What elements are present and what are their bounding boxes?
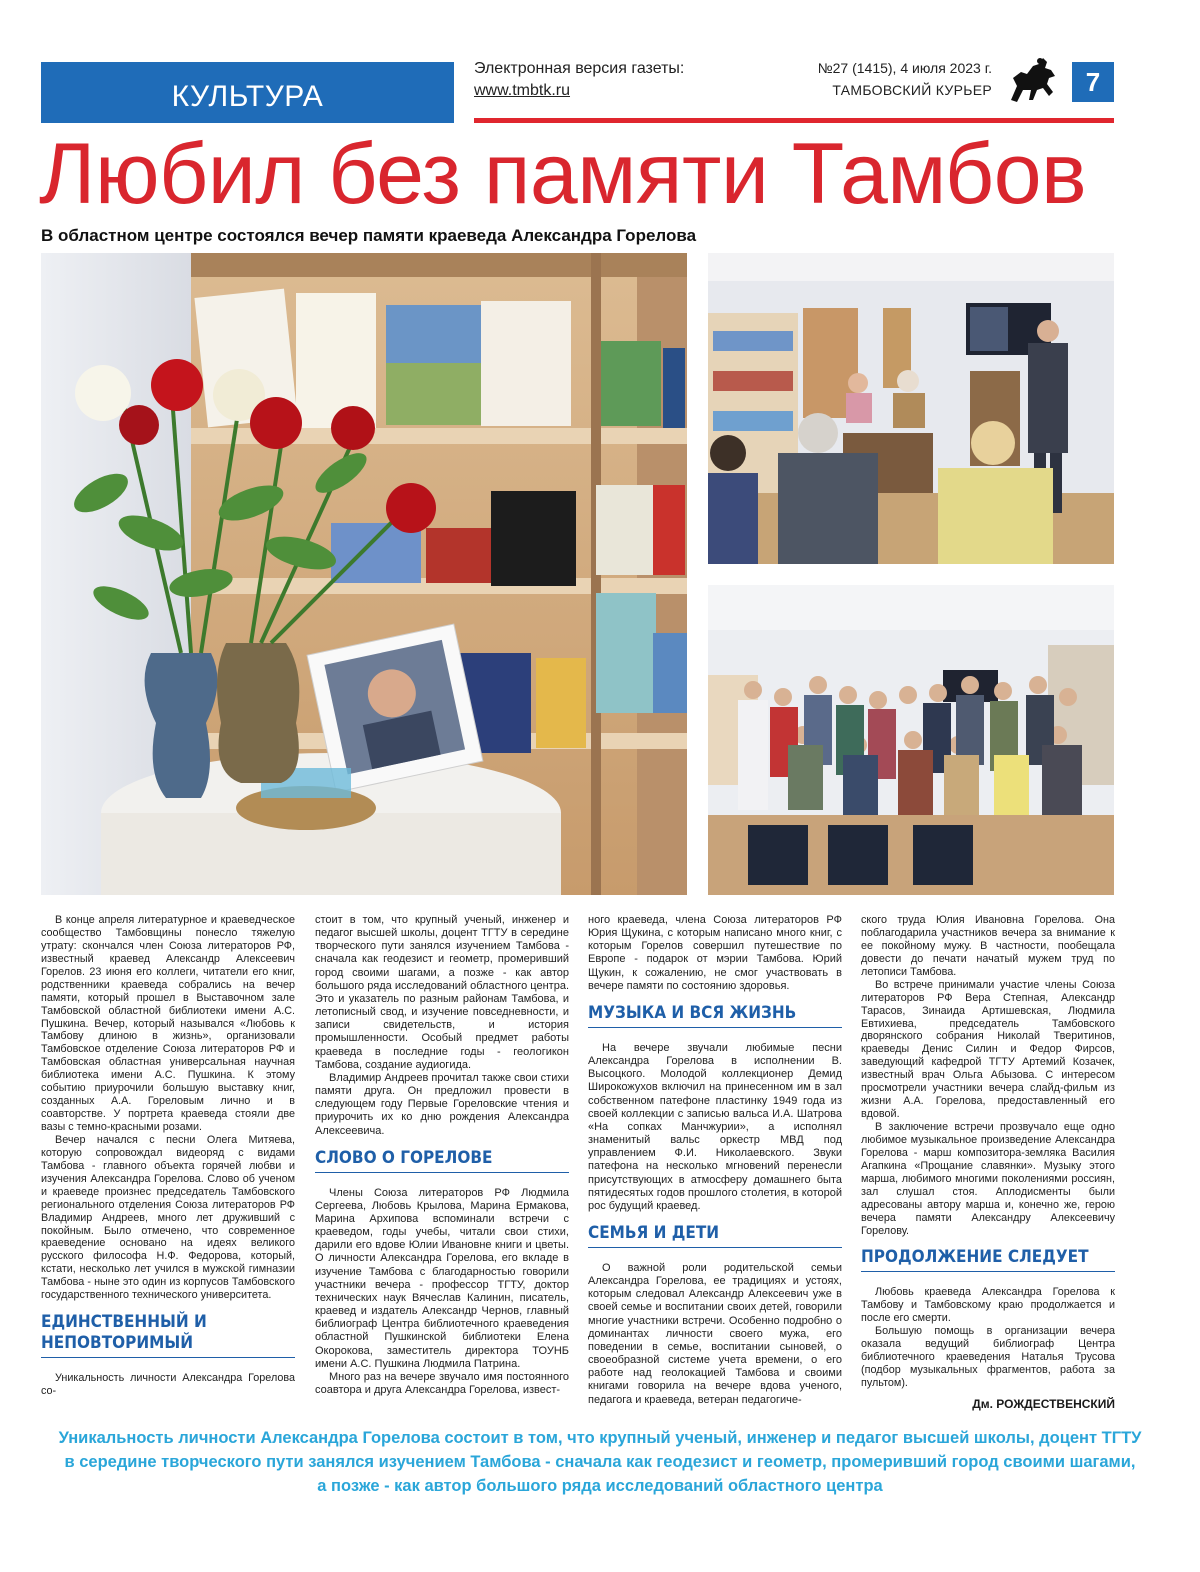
page-number-badge: 7 bbox=[1072, 62, 1114, 102]
bookshelf-with-portrait-and-roses-photo bbox=[41, 253, 687, 895]
article-paragraph: Владимир Андреев прочитал также свои стихи памяти друга. Он предложил провести в следующем году Первые Гореловские чтения и приурочить их ко дню рождения Александра Алексеевича. bbox=[315, 1071, 569, 1137]
horse-rider-logo-icon bbox=[1003, 56, 1063, 106]
article-paragraph: В конце апреля литературное и краеведческое сообщество Тамбовщины понесло тяжелую утрату: скончался член Союза литераторов РФ, известный краевед Александр Алексеевич Горелов. 23 июня его коллеги, читатели его книг, родственники краеведа собрались на вечер памяти, который прошел в Выставочном зале Тамбовской областной библиотеки имени А.С. Пушкина. Вечер, который назывался «Любовь к Тамбову длиною в жизнь», организовали Тамбовское отделение Союза литераторов РФ и Тамбовская областная универсальная научная библиотека имени А.С. Пушкина. К этому событию приурочили большую выставку книг, созданных А.А. Гореловым лично и в соавторстве. У портрета краеведа стояли две вазы с темно-красными розами. bbox=[41, 914, 295, 1133]
article-paragraph: В заключение встречи прозвучало еще одно любимое музыкальное произведение Александра Горелова - марш композитора-земляка Василия Агапкина «Прощание славянки». Музыку этого марша, любимого многими поколениями россиян, зал слушал стоя. Аплодисменты были адресованы автору марша и, конечно же, герою вечера памяти Александру Алексеевичу Горелову. bbox=[861, 1121, 1115, 1237]
article-column-4 bbox=[861, 914, 1115, 1390]
article-paragraph: ного краеведа, члена Союза литераторов РФ Юрия Щукина, с которым написано много книг, с которым Горелов совершил путешествие по Европе - подарок от мэрии Тамбова. Юрий Щукин, к сожалению, не смог участвовать в вечере памяти по состоянию здоровья. bbox=[588, 914, 842, 992]
article-subheadline: В областном центре состоялся вечер памяти краеведа Александра Горелова bbox=[41, 226, 697, 245]
article-paragraph: Большую помощь в организации вечера оказала ведущий библиограф Центра библиотечного краеведения Наталья Трусова (подбор музыкальных фрагментов, работа за пультом). bbox=[861, 1325, 1115, 1389]
section-heading: ЕДИНСТВЕННЫЙ И НЕПОВТОРИМЫЙ bbox=[41, 1312, 295, 1358]
section-bar bbox=[41, 62, 454, 123]
article-paragraph: Много раз на вечере звучало имя постоянного соавтора и друга Александра Горелова, извест- bbox=[315, 1370, 569, 1396]
article-paragraph: Уникальность личности Александра Горелова со- bbox=[41, 1372, 295, 1398]
section-title: КУЛЬТУРА bbox=[171, 80, 324, 113]
article-paragraph: ского труда Юлия Ивановна Горелова. Она поблагодарила участников вечера за внимание к ее покойному мужу. В частности, пообещала довести до печати начатый мужем труд по летописи Тамбова. bbox=[861, 914, 1115, 978]
section-heading: СЕМЬЯ И ДЕТИ bbox=[588, 1223, 842, 1248]
section-heading: СЛОВО О ГОРЕЛОВЕ bbox=[315, 1148, 569, 1173]
issue-info: №27 (1415), 4 июля 2023 г. bbox=[817, 60, 992, 76]
section-heading: МУЗЫКА И ВСЯ ЖИЗНЬ bbox=[588, 1003, 842, 1028]
article-paragraph: Любовь краеведа Александра Горелова к Тамбову и Тамбовскому краю продолжается и после его смерти. bbox=[861, 1286, 1115, 1325]
article-paragraph: Члены Союза литераторов РФ Людмила Сергеева, Любовь Крылова, Марина Ермакова, Марина Архипова вспоминали встречи с краеведом, годы учебы, читали свои стихи, дарили его вдове Юлии Ивановне книги и цветы. О личности Александра Горелова, его вкладе в изучение Тамбова с благодарностью говорили участники вечера - профессор ТГТУ, доктор технических наук Вячеслав Калинин, писатель, краевед и издатель Александр Чернов, главный библиограф Центра библиотечного краеведения областной Пушкинской библиотеки Елена Окорокова, заместитель директора ТОУНБ имени А.С. Пушкина Людмила Патрина. bbox=[315, 1186, 569, 1370]
article-paragraph: Во встрече принимали участие члены Союза литераторов РФ Вера Степная, Александр Тарасов, Зинаида Артишевская, Людмила Евтихиева, председатель Тамбовского дворянского собрания Николай Тверитинов, краеведы Денис Силин и Федор Фирсов, заведующий кафедрой ТГТУ Артемий Козачек, известный врач Ольга Абызова. С интересом просмотрели участники вечера слайд-фильм из жизни А.А. Горелова, предоставленный его вдовой. bbox=[861, 978, 1115, 1121]
article-paragraph: О важной роли родительской семьи Александра Горелова, ее традициях и устоях, которым следовал Александр Алексеевич уже в своей семье и воспитании своих детей, говорили многие участники встречи. Особенно подробно о доминантах личности своего мужа, его поведении в семье, воспитании сыновей, о своеобразной системе учета времени, о его работе над геолокацией Тамбова и своими книгами говорила на вечере вдова ученого, педагога и краеведа, ветеран педагогиче- bbox=[588, 1261, 842, 1406]
speaker-at-lectern-audience-photo bbox=[708, 253, 1114, 564]
group-photo-participants bbox=[708, 585, 1114, 895]
article-author: Дм. РОЖДЕСТВЕНСКИЙ bbox=[972, 1397, 1115, 1411]
pull-quote-line: Уникальность личности Александра Горелова состоит в том, что крупный ученый, инженер и педагог высшей школы, доцент ТГТУ bbox=[58, 1429, 1142, 1447]
article-paragraph: На вечере звучали любимые песни Александра Горелова в исполнении В. Высоцкого. Молодой коллекционер Демид Широкожухов включил на принесенном им в зал собственном патефоне пластинку 1949 года из своей коллекции с записью вальса И.А. Шатрова «На сопках Манчжурии», а исполнял знаменитый вальс оркестр МВД под управлением Ф.И. Николаевского. Звуки патефона на несколько мгновений перенесли присутствующих в атмосферу домашнего быта пятидесятых годов прошлого столетия, в которой рос будущий краевед. bbox=[588, 1041, 842, 1212]
pull-quote bbox=[30, 1426, 1170, 1498]
article-paragraph: Вечер начался с песни Олега Митяева, которую сопровождал видеоряд с видами Тамбова - главного объекта горячей любви и изучения Александра Горелова. Слово об ученом и краеведе произнес председатель Тамбовского регионального отделения Союза литераторов РФ Владимир Андреев, много лет друживший с покойным. Было отмечено, что современное краеведение основано на идеях великого русского философа Н.Ф. Федорова, который, кстати, несколько лет учился в мужской гимназии Тамбова - ныне это один из корпусов Тамбовского государственного технического университета. bbox=[41, 1133, 295, 1302]
edition-url-link[interactable]: www.tmbtk.ru bbox=[474, 82, 571, 99]
article-headline: Любил без памяти Тамбов bbox=[39, 126, 1087, 222]
article-column-2 bbox=[315, 914, 569, 1397]
pull-quote-line: в середине творческого пути занялся изучением Тамбова - сначала как геодезист и геометр, промеривший город своими шагами, bbox=[64, 1453, 1136, 1471]
article-column-3 bbox=[588, 914, 842, 1407]
header-red-rule bbox=[474, 118, 1114, 123]
pull-quote-line: а позже - как автор большого ряда исследований областного центра bbox=[317, 1477, 883, 1495]
edition-label: Электронная версия газеты: bbox=[474, 60, 685, 77]
paper-name: ТАМБОВСКИЙ КУРЬЕР bbox=[832, 82, 992, 98]
article-column-1 bbox=[41, 914, 295, 1398]
article-paragraph: стоит в том, что крупный ученый, инженер и педагог высшей школы, доцент ТГТУ в середине творческого пути занялся изучением Тамбова - сначала как геодезист и геометр, промеривший город своими шагами, а позже - как автор большого ряда исследований областного центра. Это и указатель по разным районам Тамбова, и летописный свод, и изучение повседневности, и записи свидетельств, и история промышленности. Особый предмет работы краеведа в последние годы - геологикон Тамбова, создание аудиогида. bbox=[315, 914, 569, 1071]
section-heading: ПРОДОЛЖЕНИЕ СЛЕДУЕТ bbox=[861, 1247, 1115, 1272]
